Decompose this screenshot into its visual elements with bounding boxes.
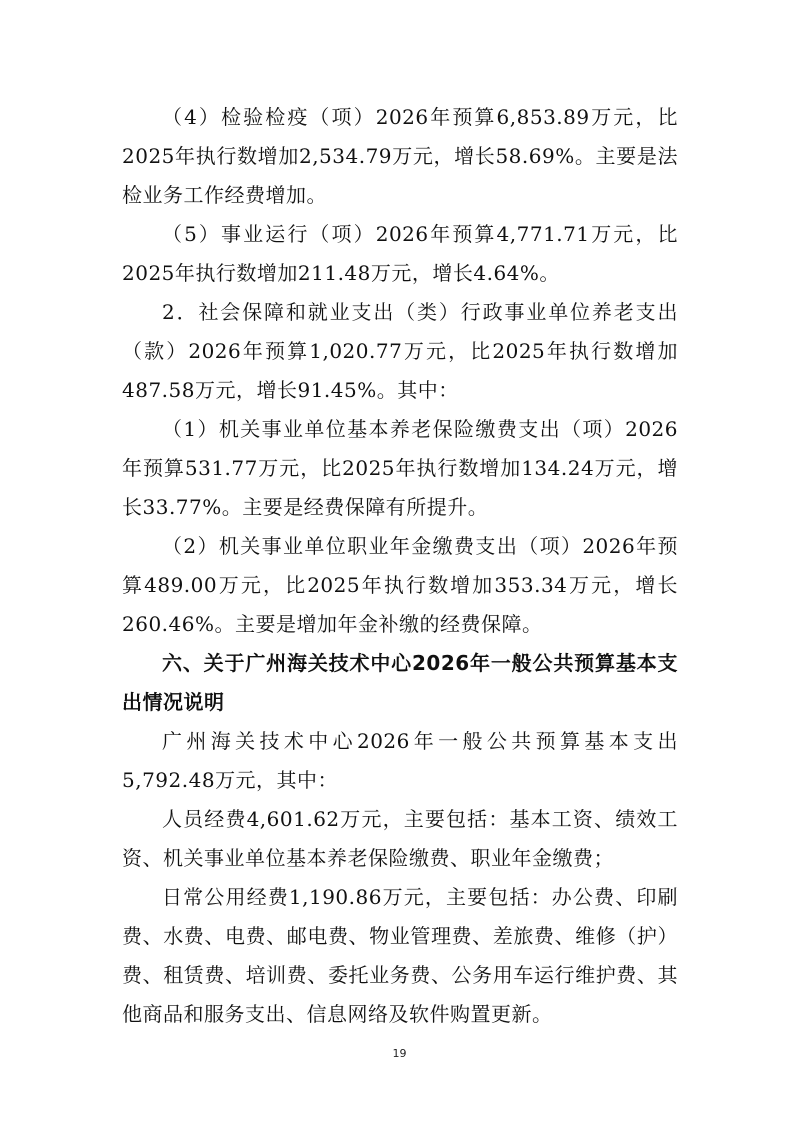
paragraph-basic-pension: （1）机关事业单位基本养老保险缴费支出（项）2026年预算531.77万元，比2025年执行数增加134.24万元，增长33.77%。主要是经费保障有所提升。 [122,417,678,519]
section-heading-basic-expenditure: 六、关于广州海关技术中心2026年一般公共预算基本支出情况说明 [122,651,678,714]
paragraph-inspection-quarantine: （4）检验检疫（项）2026年预算6,853.89万元，比2025年执行数增加2,534.79万元，增长58.69%。主要是法检业务工作经费增加。 [122,105,678,207]
paragraph-social-security: 2．社会保障和就业支出（类）行政事业单位养老支出（款）2026年预算1,020.77万元，比2025年执行数增加487.58万元，增长91.45%。其中： [122,300,678,402]
paragraph-basic-expenditure-total: 广州海关技术中心2026年一般公共预算基本支出5,792.48万元，其中： [122,729,678,792]
paragraph-institution-operation: （5）事业运行（项）2026年预算4,771.71万元，比2025年执行数增加211.48万元，增长4.64%。 [122,222,678,285]
paragraph-occupational-annuity: （2）机关事业单位职业年金缴费支出（项）2026年预算489.00万元，比2025年执行数增加353.34万元，增长260.46%。主要是增加年金补缴的经费保障。 [122,534,678,636]
paragraph-public-expenses: 日常公用经费1,190.86万元，主要包括：办公费、印刷费、水费、电费、邮电费、物业管理费、差旅费、维修（护）费、租赁费、培训费、委托业务费、公务用车运行维护费、其他商品和服务支出、信息网络及软件购置更新。 [122,885,678,1026]
document-body [122,98,678,1034]
paragraph-personnel-expenses: 人员经费4,601.62万元，主要包括：基本工资、绩效工资、机关事业单位基本养老保险缴费、职业年金缴费； [122,807,678,870]
page-number: 19 [392,1047,407,1060]
